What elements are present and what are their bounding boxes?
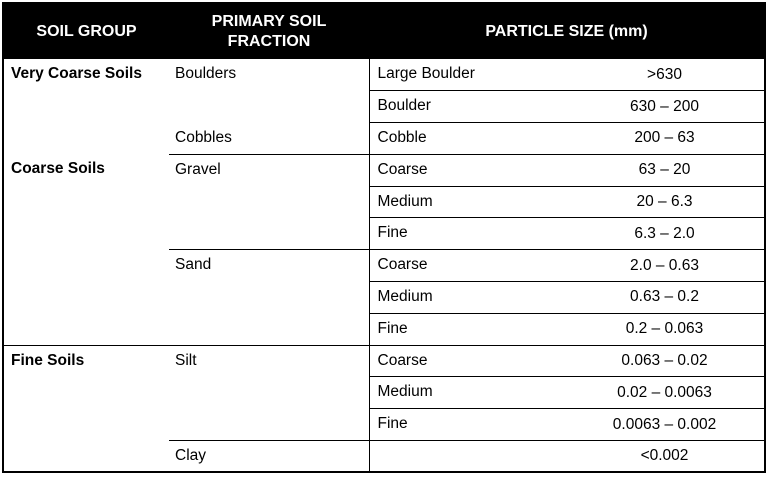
primary-fraction-cell: Clay — [175, 447, 207, 465]
particle-size-cell: 2.0 – 0.63 — [565, 250, 765, 282]
particle-size-cell: 630 – 200 — [565, 91, 765, 123]
soil-group-cell: Very Coarse Soils — [11, 65, 142, 82]
primary-fraction-cell: Gravel — [169, 154, 369, 249]
subfraction-cell: Fine — [369, 218, 565, 250]
particle-size-cell: >630 — [565, 59, 765, 91]
table-row — [3, 345, 765, 377]
soil-classification-table — [2, 2, 766, 473]
subfraction-cell: Large Boulder — [369, 59, 565, 91]
header-primary-fraction: PRIMARY SOIL FRACTION — [211, 12, 327, 50]
particle-size-cell: <0.002 — [640, 447, 689, 465]
particle-size-cell: 0.63 – 0.2 — [565, 282, 765, 314]
subfraction-cell — [369, 441, 565, 473]
table-row — [3, 154, 765, 186]
subfraction-cell: Cobble — [369, 123, 565, 155]
subfraction-cell: Medium — [369, 377, 565, 409]
table-body — [3, 59, 765, 472]
table-header — [3, 3, 765, 59]
primary-fraction-cell: Sand — [169, 250, 369, 345]
subfraction-cell: Medium — [369, 186, 565, 218]
header-particle-size: PARTICLE SIZE (mm) — [485, 22, 648, 40]
soil-group-cell: Coarse Soils — [3, 154, 169, 345]
subfraction-cell: Coarse — [369, 345, 565, 377]
subfraction-cell: Coarse — [369, 250, 565, 282]
particle-size-cell: 0.063 – 0.02 — [565, 345, 765, 377]
primary-fraction-cell: Silt — [169, 345, 369, 440]
particle-size-cell: 0.02 – 0.0063 — [565, 377, 765, 409]
particle-size-cell: 63 – 20 — [565, 154, 765, 186]
subfraction-cell: Boulder — [369, 91, 565, 123]
primary-fraction-cell: Cobbles — [169, 123, 369, 155]
particle-size-cell: 0.0063 – 0.002 — [565, 409, 765, 441]
subfraction-cell: Medium — [369, 282, 565, 314]
subfraction-cell: Coarse — [369, 154, 565, 186]
subfraction-cell: Fine — [369, 313, 565, 345]
primary-fraction-cell: Boulders — [175, 65, 237, 82]
header-soil-group: SOIL GROUP — [36, 22, 137, 40]
soil-group-cell: Fine Soils — [11, 351, 85, 369]
subfraction-cell: Fine — [369, 409, 565, 441]
particle-size-cell: 200 – 63 — [565, 123, 765, 155]
header-row — [3, 3, 765, 59]
table-row — [3, 59, 765, 91]
particle-size-cell: 6.3 – 2.0 — [565, 218, 765, 250]
particle-size-cell: 0.2 – 0.063 — [565, 313, 765, 345]
particle-size-cell: 20 – 6.3 — [565, 186, 765, 218]
